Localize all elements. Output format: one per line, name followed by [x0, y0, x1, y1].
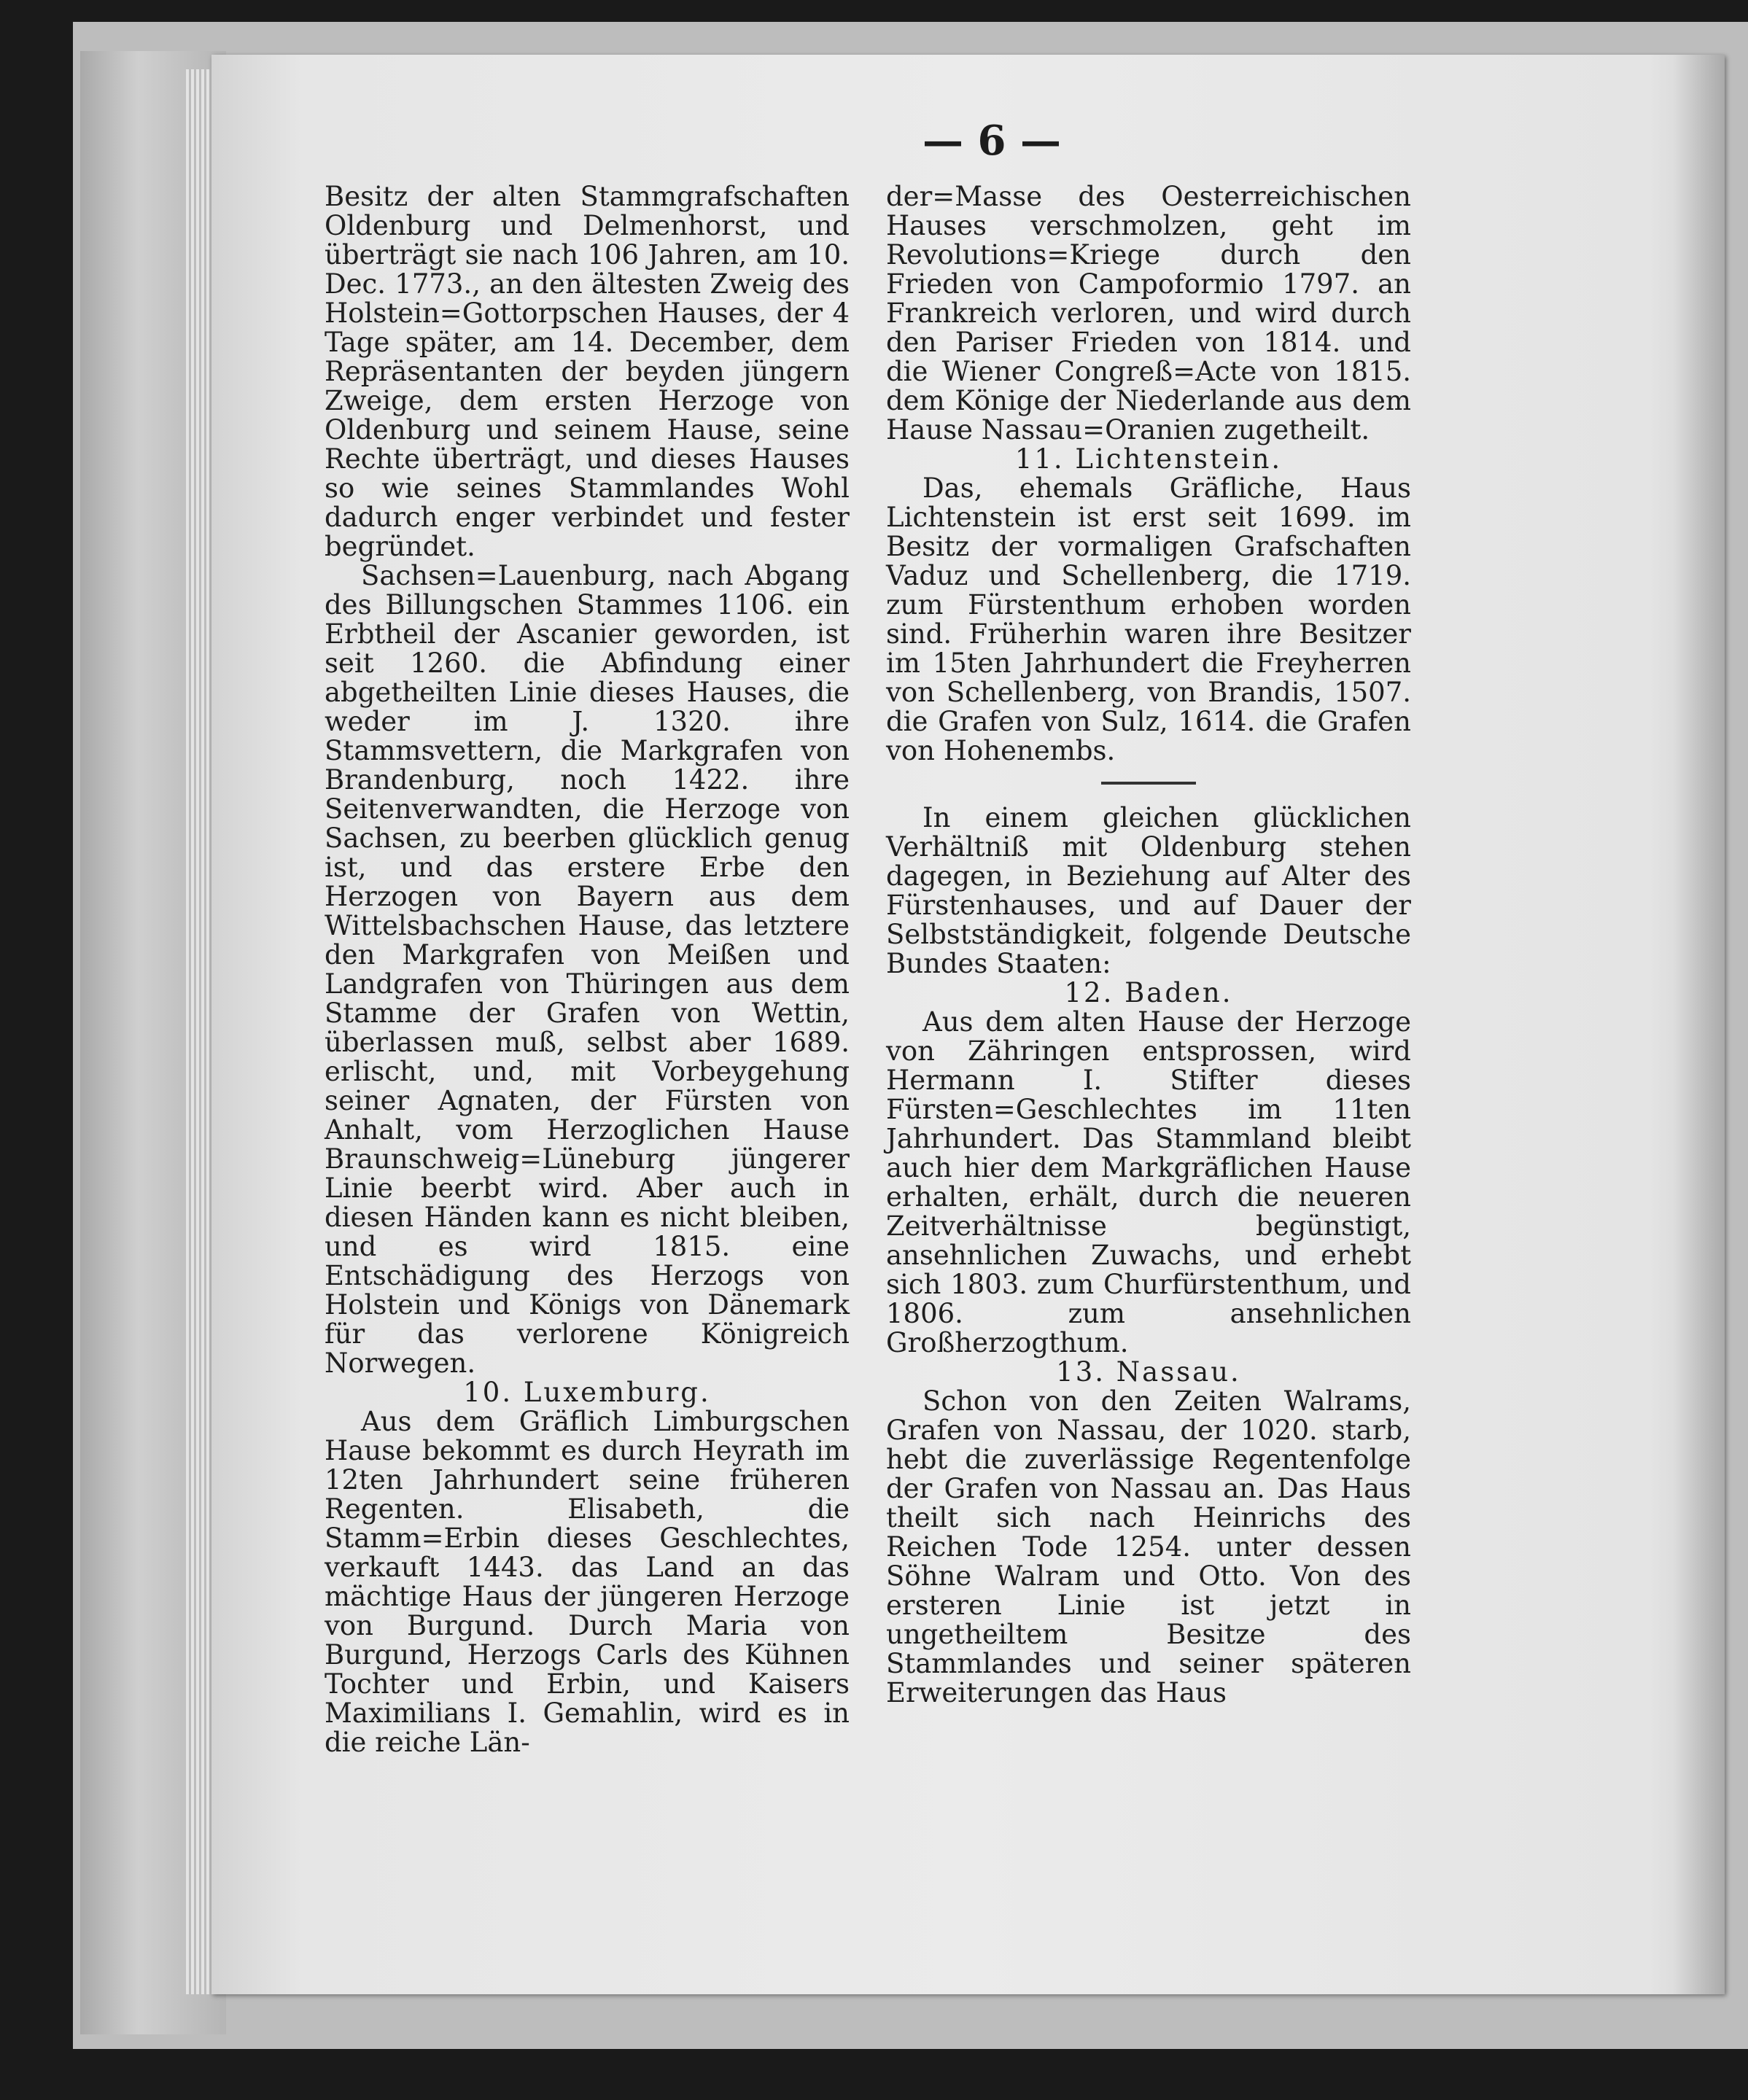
right-paragraph-4: Aus dem alten Hause der Herzoge von Zähringen entsprossen, wird Hermann I. Stifter dieses Fürsten=Geschlechtes im 11ten Jahrhundert. Das Stammland bleibt auch hier dem Markgräflichen Hause erhalten, erhält, durch die neueren Zeitverhältnisse begünstigt, ansehnlichen Zuwachs, und erhebt sich 1803. zum Churfürstenthum, und 1806. zum ansehnlichen Großherzogthum. [886, 1006, 1411, 1358]
right-paragraph-1: der=Masse des Oesterreichischen Hauses verschmolzen, geht im Revolutions=Kriege durch den Frieden von Campoformio 1797. an Frankreich verloren, und wird durch den Pariser Frieden von 1814. und die Wiener Congreß=Acte von 1815. dem Könige der Niederlande aus dem Hause Nassau=Oranien zugetheilt. [886, 181, 1411, 446]
left-column [325, 182, 850, 1757]
right-paragraph-5: Schon von den Zeiten Walrams, Grafen von Nassau, der 1020. starb, hebt die zuverlässige Regentenfolge der Grafen von Nassau an. Das Haus theilt sich nach Heinrichs des Reichen Tode 1254. unter dessen Söhne Walram und Otto. Von des ersteren Linie ist jetzt in ungetheiltem Besitze des Stammlandes und seiner späteren Erweiterungen das Haus [886, 1385, 1411, 1708]
left-paragraph-1: Besitz der alten Stammgrafschaften Oldenburg und Delmenhorst, und überträgt sie nach 106 Jahren, am 10. Dec. 1773., an den ältesten Zweig des Holstein=Gottorpschen Hauses, der 4 Tage später, am 14. December, dem Repräsentanten der beyden jüngern Zweige, dem ersten Herzoge von Oldenburg und seinem Hause, seine Rechte überträgt, und dieses Hauses so wie seines Stammlandes Wohl dadurch enger verbindet und fester begründet. [325, 181, 850, 562]
right-paragraph-2: Das, ehemals Gräfliche, Haus Lichtenstein ist erst seit 1699. im Besitz der vormaligen Grafschaften Vaduz und Schellenberg, die 1719. zum Fürstenthum erhoben worden sind. Früherhin waren ihre Besitzer im 15ten Jahrhundert die Freyherren von Schellenberg, von Brandis, 1507. die Grafen von Sulz, 1614. die Grafen von Hohenembs. [886, 472, 1411, 766]
page-stack-edges [186, 69, 215, 1994]
section-heading-10: 10. Luxemburg. [463, 1377, 711, 1408]
section-heading-13: 13. Nassau. [1056, 1356, 1241, 1388]
section-divider [1101, 782, 1196, 785]
section-heading-11: 11. Lichtenstein. [1014, 443, 1283, 475]
section-heading-12: 12. Baden. [1064, 977, 1233, 1008]
left-paragraph-3: Aus dem Gräflich Limburgschen Hause bekommt es durch Heyrath im 12ten Jahrhundert seine früheren Regenten. Elisabeth, die Stamm=Erbin dieses Geschlechtes, verkauft 1443. das Land an das mächtige Haus der jüngeren Herzoge von Burgund. Durch Maria von Burgund, Herzogs Carls des Kühnen Tochter und Erbin, und Kaisers Maximilians I. Gemahlin, wird es in die reiche Län- [325, 1406, 850, 1758]
page-number: — 6 — [922, 117, 1061, 165]
left-paragraph-2: Sachsen=Lauenburg, nach Abgang des Billungschen Stammes 1106. ein Erbtheil der Ascanier geworden, ist seit 1260. die Abfindung einer abgetheilten Linie dieses Hauses, die weder im J. 1320. ihre Stammsvettern, die Markgrafen von Brandenburg, noch 1422. ihre Seitenverwandten, die Herzoge von Sachsen, zu beerben glücklich genug ist, und das erstere Erbe den Herzogen von Bayern aus dem Wittelsbachschen Hause, das letztere den Markgrafen von Meißen und Landgrafen von Thüringen aus dem Stamme der Grafen von Wettin, überlassen muß, selbst aber 1689. erlischt, und, mit Vorbeygehung seiner Agnaten, der Fürsten von Anhalt, vom Herzoglichen Hause Braunschweig=Lüneburg jüngerer Linie beerbt wird. Aber auch in diesen Händen kann es nicht bleiben, und es wird 1815. eine Entschädigung des Herzogs von Holstein und Königs von Dänemark für das verlorene Königreich Norwegen. [325, 560, 850, 1379]
right-paragraph-3: In einem gleichen glücklichen Verhältniß mit Oldenburg stehen dagegen, in Beziehung auf Alter des Fürstenhauses, und auf Dauer der Selbstständigkeit, folgende Deutsche Bundes Staaten: [886, 802, 1411, 979]
right-column [886, 182, 1411, 1708]
gutter-shadow [1674, 55, 1725, 1994]
